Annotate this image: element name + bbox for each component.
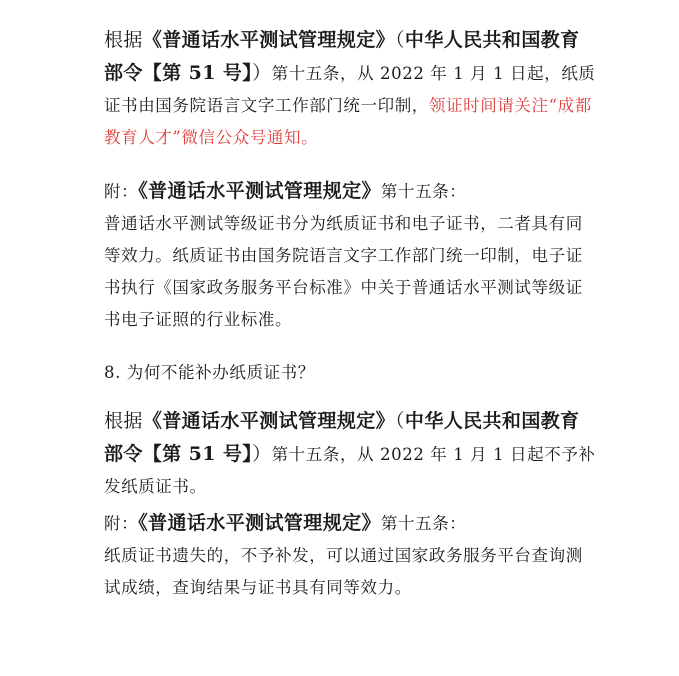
appendix-clause: 第十五条： — [380, 182, 467, 201]
regulation-prefix: 根据 — [104, 29, 143, 51]
regulation-source: 中华人民共和国教育部令【第 51 号】 — [104, 410, 580, 465]
regulation-prefix: 根据 — [104, 410, 143, 432]
appendix-heading-2 — [104, 507, 596, 540]
appendix-body: 普通话水平测试等级证书分为纸质证书和电子证书，二者具有同等效力。纸质证书由国务院语言文字工作部门统一印制，电子证书执行《国家政务服务平台标准》中关于普通话水平测试等级证书电子证照的行业标准。 — [104, 214, 583, 329]
regulation-detail: 第十五条，从 2022 年 1 月 1 日起不予补发纸质证书。 — [104, 445, 596, 496]
regulation-title: 《普通话水平测试管理规定》 — [142, 410, 396, 432]
collection-notice: 领证时间请关注“成都教育人才”微信公众号通知。 — [104, 96, 592, 147]
appendix-clause: 第十五条： — [380, 514, 467, 533]
document-body — [104, 24, 596, 604]
regulation-title: 《普通话水平测试管理规定》 — [142, 29, 396, 51]
question-heading: 8. 为何不能补办纸质证书？ — [104, 363, 315, 382]
paren-close: ） — [252, 62, 272, 84]
appendix-regulation-title: 《普通话水平测试管理规定》 — [138, 180, 381, 202]
appendix-regulation-title: 《普通话水平测试管理规定》 — [138, 512, 381, 534]
regulation-source: 中华人民共和国教育部令【第 51 号】 — [104, 29, 580, 84]
appendix-label: 附： — [104, 182, 139, 201]
appendix-body-2: 纸质证书遗失的，不予补发，可以通过国家政务服务平台查询测试成绩，查询结果与证书具有同等效力。 — [104, 546, 583, 597]
paren-close: ） — [252, 443, 272, 465]
paragraph-regulation-basis — [104, 24, 596, 154]
paragraph-no-reissue — [104, 405, 596, 503]
paren-open: （ — [395, 29, 405, 51]
regulation-detail: 第十五条，从 2022 年 1 月 1 日起，纸质证书由国务院语言文字工作部门统一印制， — [104, 64, 596, 115]
appendix-label: 附： — [104, 514, 139, 533]
paren-open: （ — [395, 410, 405, 432]
appendix-heading — [104, 175, 596, 208]
